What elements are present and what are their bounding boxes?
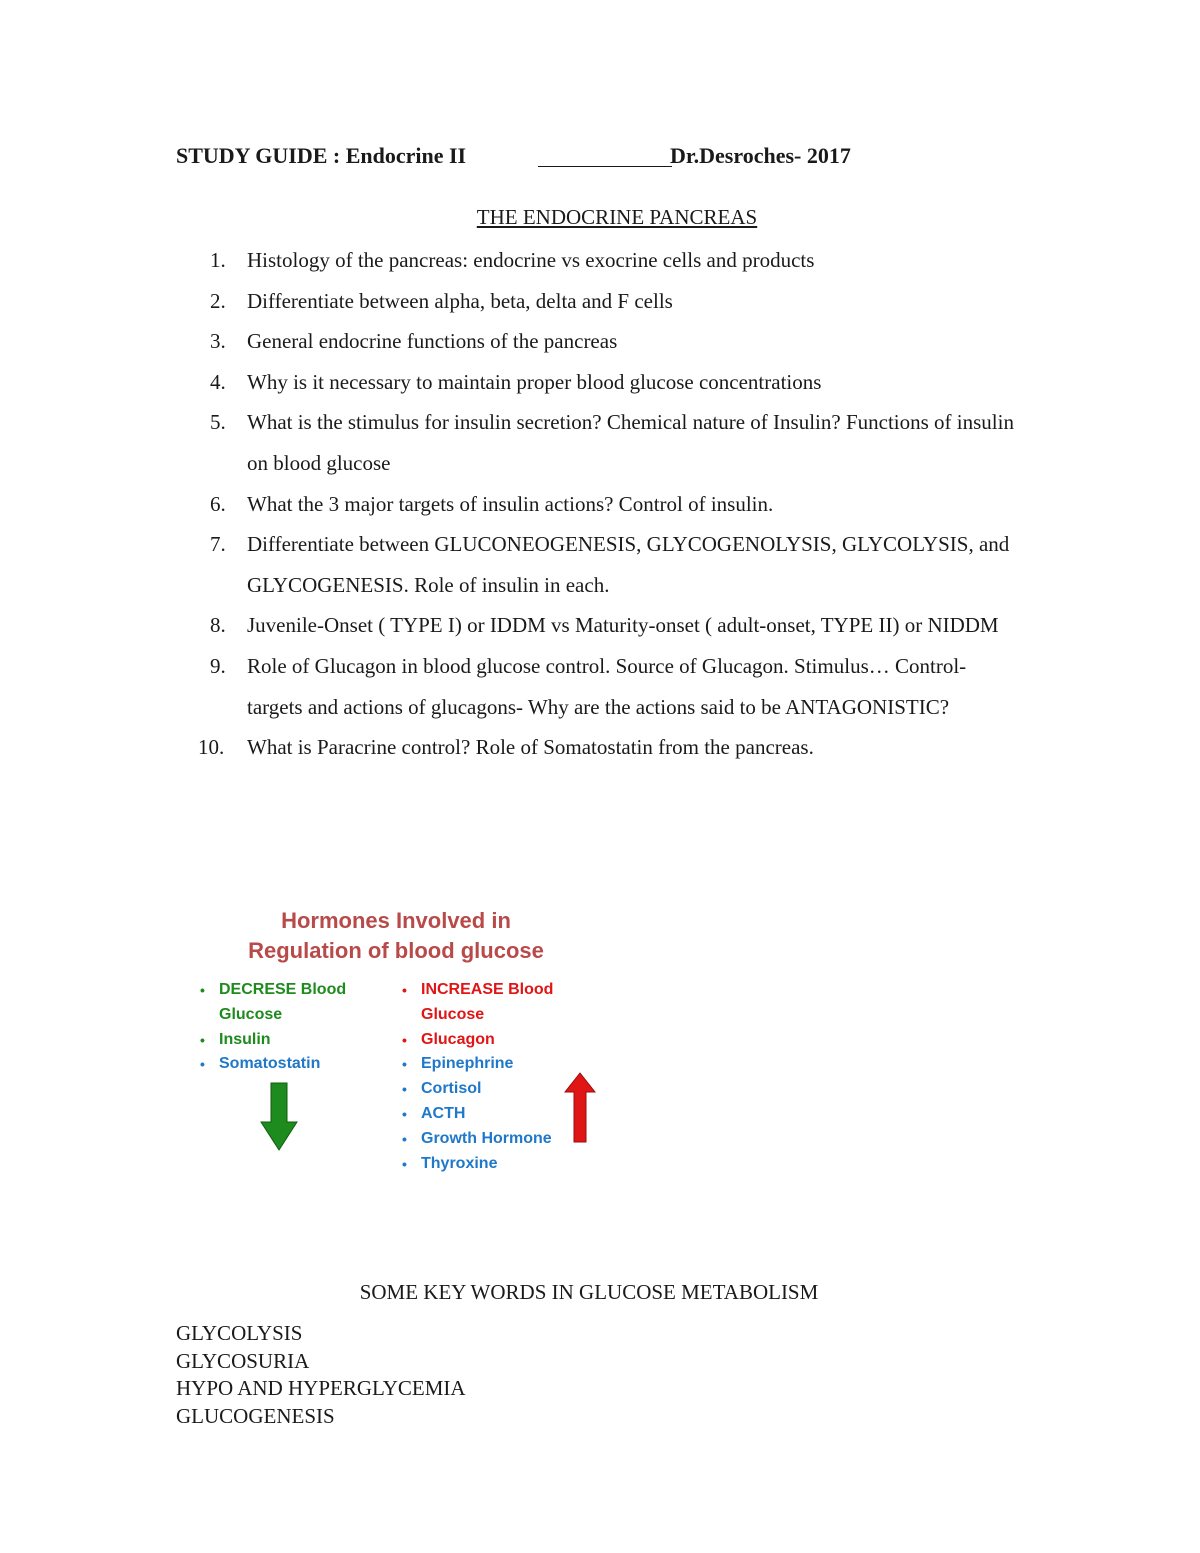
guide-title: STUDY GUIDE : Endocrine II <box>176 143 467 168</box>
hormone-thyroxine: Thyroxine <box>421 1154 498 1172</box>
item-number: 10. <box>198 735 225 760</box>
item-text: General endocrine functions of the pancreas <box>247 329 618 354</box>
list-item <box>210 646 1020 727</box>
header-underline-gap <box>538 143 672 167</box>
figure-title-line-1: Hormones Involved in <box>281 908 511 933</box>
list-item: GLUCOGENESIS <box>176 1403 335 1428</box>
item-text: Juvenile-Onset ( TYPE I) or IDDM vs Maturity-onset ( adult-onset, TYPE II) or NIDDM <box>247 613 999 638</box>
item-number: 5. <box>210 410 226 435</box>
bullet-icon: • <box>200 982 205 998</box>
list-item <box>200 1028 385 1053</box>
item-number: 9. <box>210 653 226 678</box>
list-item <box>210 240 1020 281</box>
increase-heading <box>402 978 602 1028</box>
list-item <box>210 524 1020 605</box>
increase-heading-text: INCREASE Blood Glucose <box>421 981 554 1023</box>
bullet-icon: • <box>402 1155 407 1172</box>
question-list <box>198 240 1020 768</box>
down-arrow-icon <box>260 1082 298 1152</box>
keywords-title: SOME KEY WORDS IN GLUCOSE METABOLISM <box>359 1280 819 1304</box>
item-text: What is Paracrine control? Role of Somatostatin from the pancreas. <box>247 735 814 760</box>
list-item <box>402 1028 602 1053</box>
hormone-somatostatin: Somatostatin <box>219 1055 321 1073</box>
hormone-cortisol: Cortisol <box>421 1080 482 1098</box>
decrease-column <box>200 978 385 1077</box>
bullet-icon: • <box>402 1081 407 1098</box>
up-arrow-icon <box>564 1072 596 1144</box>
item-number: 7. <box>210 532 226 557</box>
bullet-icon: • <box>402 1056 407 1073</box>
item-text: What the 3 major targets of insulin actions? Control of insulin. <box>247 491 774 516</box>
item-number: 4. <box>210 369 226 394</box>
hormone-acth: ACTH <box>421 1104 466 1122</box>
list-item <box>210 362 1020 403</box>
list-item <box>210 321 1020 362</box>
decrease-heading <box>200 978 385 1028</box>
item-text: What is the stimulus for insulin secretion? Chemical nature of Insulin? Functions of insulin on blood glucose <box>247 410 1014 475</box>
list-item: HYPO AND HYPERGLYCEMIA <box>176 1376 466 1400</box>
list-item: GLYCOSURIA <box>176 1348 310 1373</box>
item-text: Role of Glucagon in blood glucose control. Source of Glucagon. Stimulus… Control- targets and actions of glucagons- Why are the actions said to be ANTAGONISTIC? <box>247 653 967 719</box>
document-header <box>176 143 896 175</box>
item-number: 2. <box>210 288 226 313</box>
list-item <box>210 402 1020 483</box>
author-year: Dr.Desroches- 2017 <box>670 143 851 168</box>
hormone-glucagon: Glucagon <box>421 1030 495 1048</box>
list-item: GLYCOLYSIS <box>176 1321 303 1345</box>
list-item <box>402 1152 602 1177</box>
list-item <box>210 605 1020 646</box>
section-title: THE ENDOCRINE PANCREAS <box>476 205 758 229</box>
item-text: Differentiate between alpha, beta, delta and F cells <box>247 288 673 313</box>
item-number: 8. <box>210 613 226 638</box>
hormones-figure <box>196 906 606 1176</box>
item-text: Differentiate between GLUCONEOGENESIS, GLYCOGENOLYSIS, GLYCOLYSIS, and GLYCOGENESIS. Role of insulin in each. <box>247 532 1010 597</box>
list-item <box>210 484 1020 525</box>
list-item <box>210 281 1020 322</box>
bullet-icon: • <box>402 1031 407 1048</box>
figure-title <box>196 906 596 966</box>
item-text: Why is it necessary to maintain proper blood glucose concentrations <box>247 369 822 394</box>
hormone-insulin: Insulin <box>219 1030 271 1048</box>
figure-title-line-2: Regulation of blood glucose <box>248 938 544 963</box>
bullet-icon: • <box>402 982 407 998</box>
bullet-icon: • <box>200 1056 205 1073</box>
bullet-icon: • <box>200 1031 205 1048</box>
item-text: Histology of the pancreas: endocrine vs exocrine cells and products <box>247 248 815 272</box>
hormone-growth-hormone: Growth Hormone <box>421 1129 552 1147</box>
bullet-icon: • <box>402 1105 407 1122</box>
bullet-icon: • <box>402 1130 407 1147</box>
hormone-epinephrine: Epinephrine <box>421 1055 514 1073</box>
list-item <box>198 727 1020 768</box>
keywords-list <box>176 1320 466 1430</box>
item-number: 1. <box>210 248 226 272</box>
decrease-heading-text: DECRESE Blood Glucose <box>219 981 347 1023</box>
item-number: 3. <box>210 329 226 354</box>
list-item <box>200 1052 385 1077</box>
item-number: 6. <box>210 491 226 516</box>
